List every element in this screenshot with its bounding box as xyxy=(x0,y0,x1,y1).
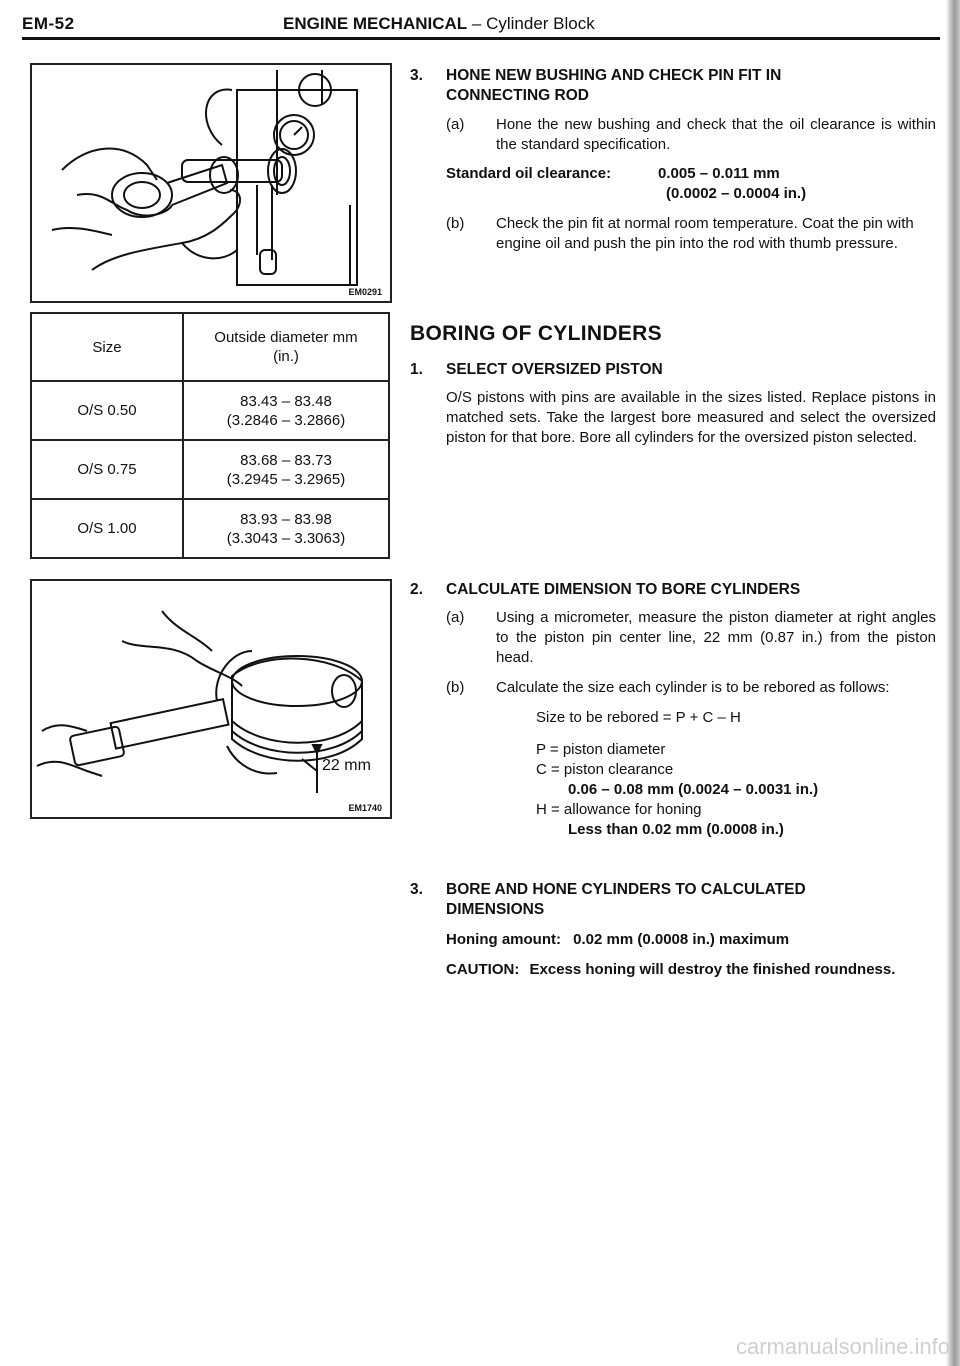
substep-label: (b) xyxy=(446,215,465,232)
figure-hone-bushing xyxy=(30,63,392,303)
scan-edge-shadow xyxy=(946,0,960,1366)
diameter-in: (3.3043 – 3.3063) xyxy=(226,529,346,547)
dimension-label: 22 mm xyxy=(322,757,371,774)
h-value: Less than 0.02 mm (0.0008 in.) xyxy=(568,821,784,838)
diameter-mm: 83.43 – 83.48 xyxy=(240,392,332,410)
hone-bushing-illustration xyxy=(32,65,390,301)
micrometer-illustration xyxy=(32,581,390,817)
caution-note xyxy=(410,960,936,980)
step-number: 2. xyxy=(410,581,423,598)
size-cell: O/S 0.75 xyxy=(31,440,183,499)
watermark: carmanualsonline.info xyxy=(735,1334,950,1359)
figure-code: EM1740 xyxy=(348,803,382,813)
h-definition: H = allowance for honing xyxy=(536,801,702,818)
substep-text: Calculate the size each cylinder is to be rebored as follows: xyxy=(496,679,890,696)
diameter-mm: 83.68 – 83.73 xyxy=(240,451,332,469)
step-title: CALCULATE DIMENSION TO BORE CYLINDERS xyxy=(446,581,801,598)
size-cell: O/S 1.00 xyxy=(31,499,183,558)
substep-text: Hone the new bushing and check that the oil clearance is within the standard specification. xyxy=(496,116,936,153)
bore-and-hone-step xyxy=(410,880,936,980)
table-header-row xyxy=(31,313,389,381)
step-title-line1: BORE AND HONE CYLINDERS TO CALCULATED xyxy=(446,881,806,898)
caution-text: Excess honing will destroy the finished roundness. xyxy=(529,961,896,978)
caution-label: CAUTION: xyxy=(446,961,520,978)
section-title: ENGINE MECHANICAL xyxy=(283,14,468,33)
size-cell: O/S 0.50 xyxy=(31,381,183,440)
step-title-line2: DIMENSIONS xyxy=(446,901,545,918)
diameter-mm: 83.93 – 83.98 xyxy=(240,510,332,528)
table-row xyxy=(31,499,389,558)
honing-amount xyxy=(410,930,936,950)
c-definition: C = piston clearance xyxy=(536,761,674,778)
calculate-dimension-step xyxy=(410,580,936,840)
table-row xyxy=(31,381,389,440)
step-number: 3. xyxy=(410,881,423,898)
substep-label: (b) xyxy=(446,679,465,696)
spec-value: 0.02 mm (0.0008 in.) maximum xyxy=(573,931,790,948)
spec-label: Honing amount: xyxy=(446,931,561,948)
substep-text: Check the pin fit at normal room temperature. Coat the pin with engine oil and push the pin into the rod with thumb pressure. xyxy=(496,215,914,252)
section-heading: BORING OF CYLINDERS xyxy=(410,322,662,345)
step-text: O/S pistons with pins are available in the sizes listed. Replace pistons in matched sets. Take the largest bore measured and select the oversized piston for that bore. Bore all cylinders for the oversized piston selected. xyxy=(446,389,936,446)
step-title-line2: CONNECTING ROD xyxy=(446,87,589,104)
size-header: Size xyxy=(31,313,183,381)
oversize-piston-table xyxy=(30,312,390,559)
spec-value-mm: 0.005 – 0.011 mm xyxy=(658,165,780,182)
subsection-title: – Cylinder Block xyxy=(471,14,595,33)
diameter-in: (3.2846 – 3.2866) xyxy=(226,411,346,429)
bore-formula: Size to be rebored = P + C – H xyxy=(536,709,741,726)
standard-clearance xyxy=(410,164,936,204)
hone-bushing-step xyxy=(410,66,936,254)
p-definition: P = piston diameter xyxy=(536,741,666,758)
spec-label: Standard oil clearance: xyxy=(446,165,612,182)
figure-micrometer-piston xyxy=(30,579,392,819)
c-value: 0.06 – 0.08 mm (0.0024 – 0.0031 in.) xyxy=(568,781,819,798)
diameter-cell xyxy=(183,381,389,440)
figure-code: EM0291 xyxy=(348,287,382,297)
header-rule xyxy=(22,37,940,40)
step-title: SELECT OVERSIZED PISTON xyxy=(446,361,663,378)
diameter-header: Outside diameter mm (in.) xyxy=(183,313,389,381)
substep-label: (a) xyxy=(446,116,465,133)
diameter-in: (3.2945 – 3.2965) xyxy=(226,470,346,488)
substep-text: Using a micrometer, measure the piston diameter at right angles to the piston pin center line, 22 mm (0.87 in.) from the piston head. xyxy=(496,609,936,666)
spec-value-in: (0.0002 – 0.0004 in.) xyxy=(666,185,807,202)
step-number: 1. xyxy=(410,361,423,378)
step-title-line1: HONE NEW BUSHING AND CHECK PIN FIT IN xyxy=(446,67,782,84)
page-title xyxy=(283,14,595,34)
table-row xyxy=(31,440,389,499)
diameter-cell xyxy=(183,440,389,499)
substep-label: (a) xyxy=(446,609,465,626)
page-number: EM-52 xyxy=(22,14,75,33)
diameter-cell xyxy=(183,499,389,558)
select-piston-step xyxy=(410,360,936,448)
step-number: 3. xyxy=(410,67,423,84)
